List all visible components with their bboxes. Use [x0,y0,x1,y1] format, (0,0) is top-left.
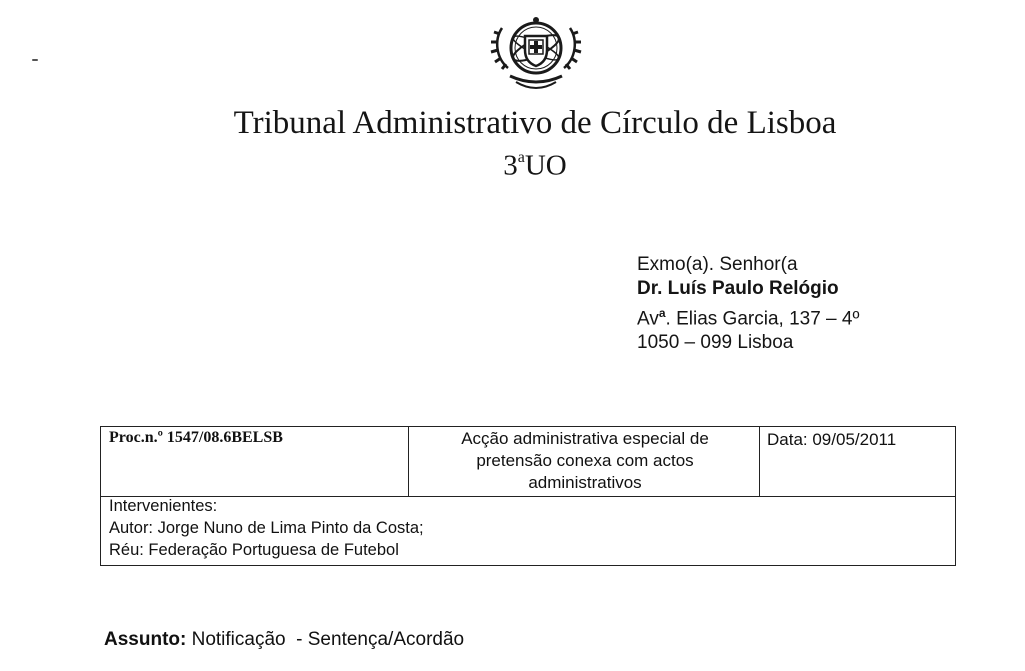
case-table [100,426,956,566]
recipient-salutation: Exmo(a). Senhor(a [637,254,798,275]
case-parties [109,495,424,561]
defendant: Réu: Federação Portuguesa de Futebol [109,541,399,559]
court-unit [0,143,1025,183]
process-number: Proc.n.º 1547/08.6BELSB [109,429,283,446]
parties-heading: Intervenientes: [109,497,218,515]
case-date: Data: 09/05/2011 [767,430,897,449]
recipient-postal: 1050 – 099 Lisboa [637,332,794,354]
unit-number: 3 [503,149,518,182]
table-divider [408,427,409,496]
street-rest: . Elias Garcia, 137 – 4º [665,308,860,330]
recipient-street [637,301,859,331]
action-line: administrativos [528,473,642,492]
action-type [410,428,760,494]
recipient-address [637,253,859,355]
street-prefix: Av [637,308,659,330]
street-prefix-sup: a [658,306,666,320]
unit-suffix: UO [524,149,567,182]
action-line: pretensão conexa com actos [476,451,694,470]
action-line: Acção administrativa especial de [461,429,709,448]
subject-label: Assunto: [104,629,187,650]
coat-of-arms-icon [486,10,586,96]
court-name: Tribunal Administrativo de Círculo de Lisboa [233,105,837,141]
plaintiff: Autor: Jorge Nuno de Lima Pinto da Costa; [109,519,424,537]
scan-mark [32,59,38,61]
recipient-name: Dr. Luís Paulo Relógio [637,278,839,299]
unit-ordinal: a [517,149,525,166]
subject-value: Notificação - Sentença/Acordão [186,629,465,650]
subject-line [104,628,464,652]
